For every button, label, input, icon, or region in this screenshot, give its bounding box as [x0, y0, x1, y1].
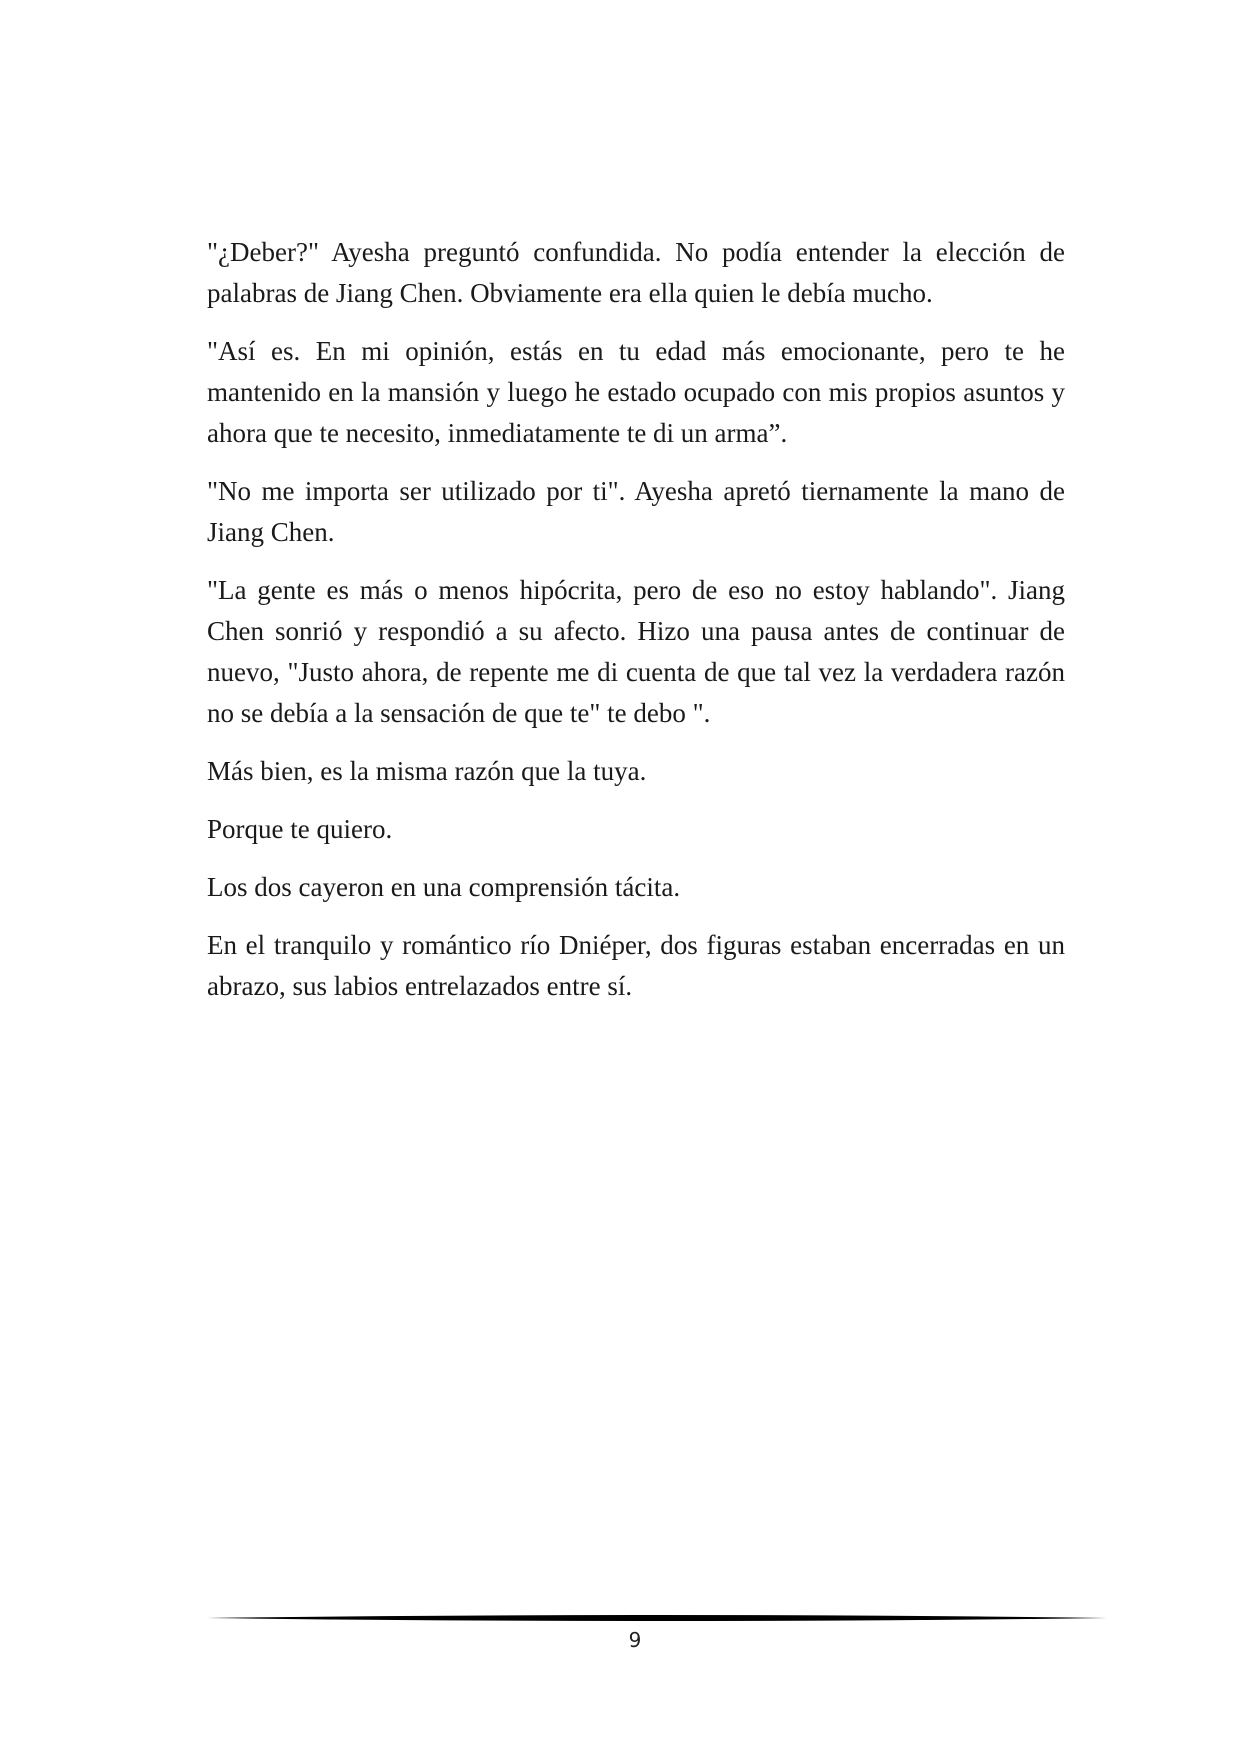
paragraph: "No me importa ser utilizado por ti". Ayesha apretó tiernamente la mano de Jiang Chen.	[207, 476, 1065, 547]
paragraph: "La gente es más o menos hipócrita, pero de eso no estoy hablando". Jiang Chen sonrió y respondió a su afecto. Hizo una pausa antes de continuar de nuevo, "Justo ahora, de repente me di cuenta de que tal vez la verdadera razón no se debía a la sensación de que te" te debo ".	[207, 575, 1065, 728]
paragraph: En el tranquilo y romántico río Dniéper, dos figuras estaban encerradas en un abrazo, sus labios entrelazados entre sí.	[207, 930, 1065, 1001]
paragraph: Los dos cayeron en una comprensión tácita.	[207, 872, 681, 902]
paragraph: Porque te quiero.	[207, 814, 393, 844]
paragraph: "¿Deber?" Ayesha preguntó confundida. No podía entender la elección de palabras de Jiang Chen. Obviamente era ella quien le debía mucho.	[207, 237, 1065, 308]
paragraph: Más bien, es la misma razón que la tuya.	[207, 756, 647, 786]
footer-divider	[207, 1612, 1107, 1624]
body-text	[207, 232, 1065, 1024]
paragraph: "Así es. En mi opinión, estás en tu edad más emocionante, pero te he mantenido en la mansión y luego he estado ocupado con mis propios asuntos y ahora que te necesito, inmediatamente te di un arma”.	[207, 336, 1065, 448]
page-number: 9	[628, 1628, 642, 1652]
